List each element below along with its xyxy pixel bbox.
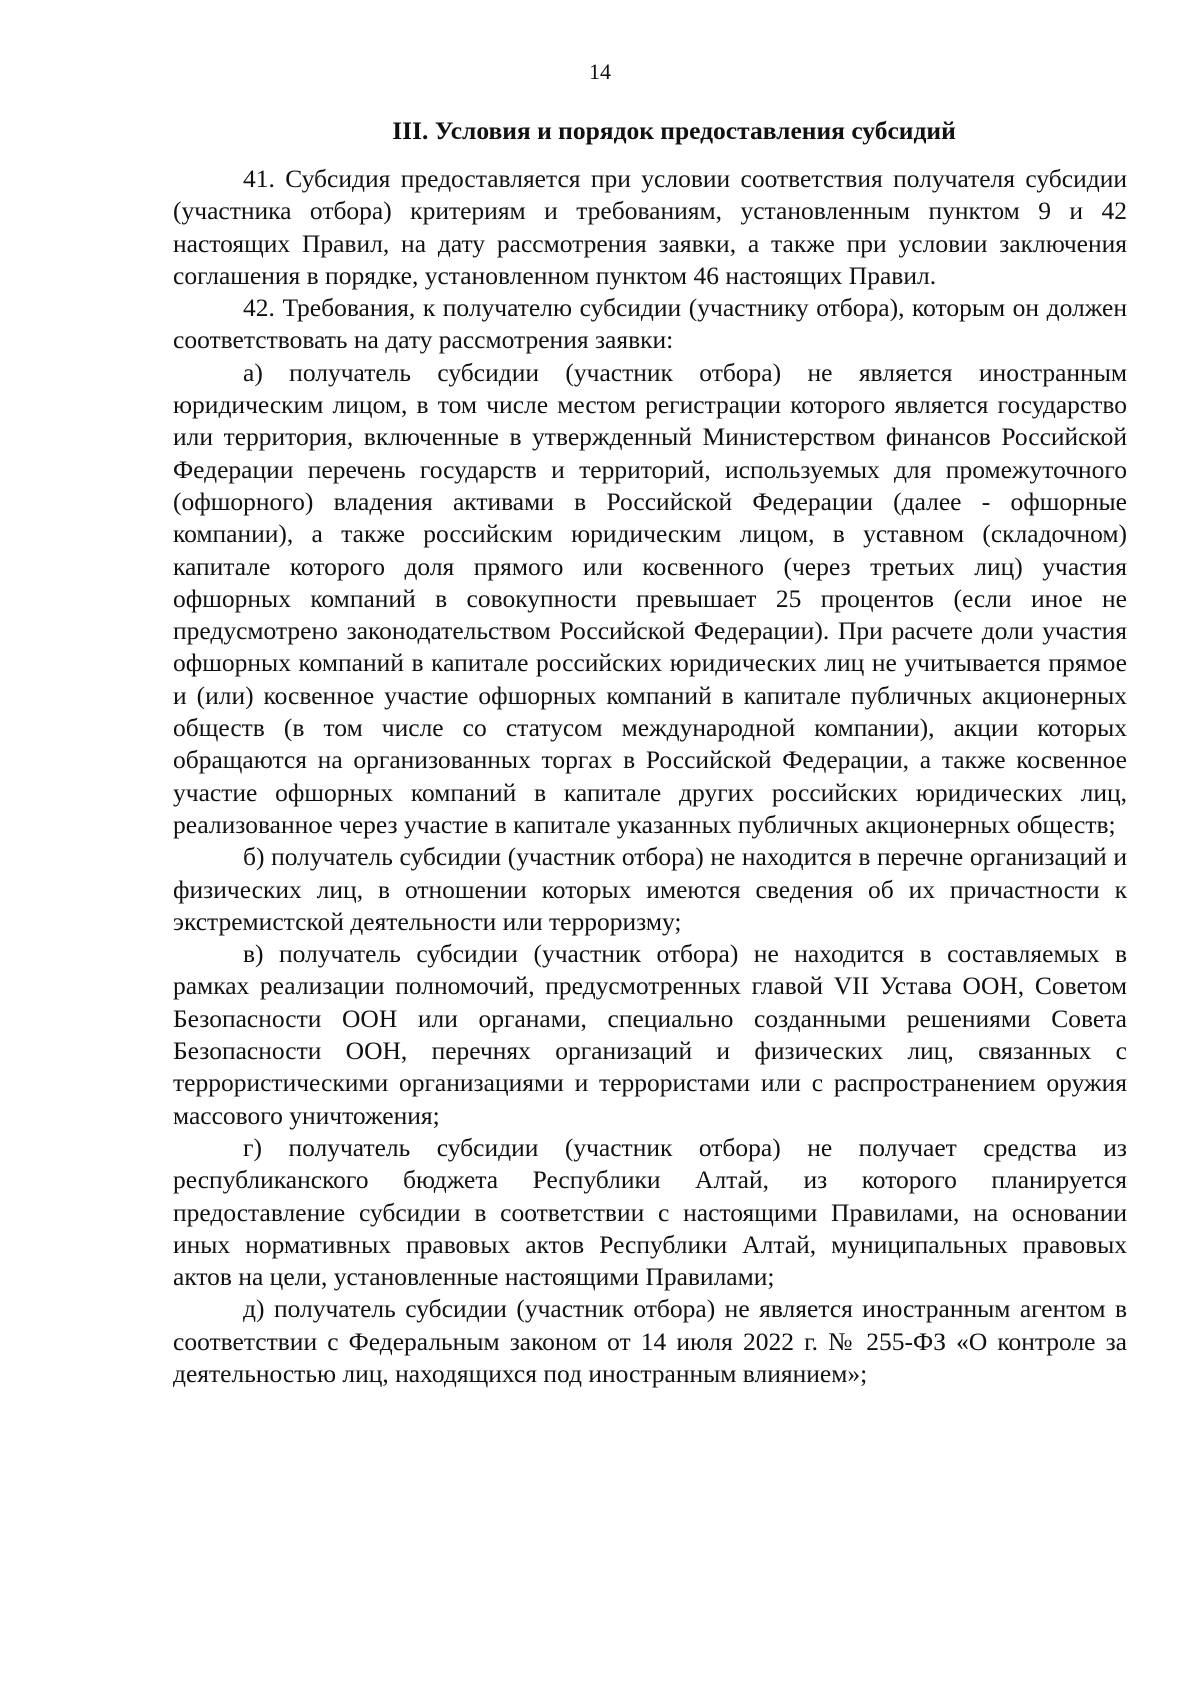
document-body	[173, 163, 1127, 1390]
paragraph-42-d: д) получатель субсидии (участник отбора) не является иностранным агентом в соответствии с Федеральным законом от 14 июля 2022 г. № 255-ФЗ «О контроле за деятельностью лиц, находящихся под иностранным влиянием»;	[173, 1294, 1127, 1388]
section-title: III. Условия и порядок предоставления субсидий	[392, 116, 956, 145]
paragraph-42-g: г) получатель субсидии (участник отбора) не получает средства из республиканского бюджета Республики Алтай, из которого планируется предоставление субсидии в соответствии с настоящими Правилами, на основании иных нормативных правовых актов Республики Алтай, муниципальных правовых актов на цели, установленные настоящими Правилами;	[173, 1132, 1127, 1292]
paragraph-42-b: б) получатель субсидии (участник отбора) не находится в перечне организаций и физических лиц, в отношении которых имеются сведения об их причастности к экстремистской деятельности или терроризму;	[173, 842, 1127, 936]
paragraph-42: 42. Требования, к получателю субсидии (участнику отбора), которым он должен соответствовать на дату рассмотрения заявки:	[173, 293, 1127, 355]
paragraph-42-v: в) получатель субсидии (участник отбора) не находится в составляемых в рамках реализации полномочий, предусмотренных главой VII Устава ООН, Советом Безопасности ООН или органами, специально созданными решениями Совета Безопасности ООН, перечнях организаций и физических лиц, связанных с террористическими организациями и террористами или с распространением оружия массового уничтожения;	[173, 939, 1127, 1130]
paragraph-41: 41. Субсидия предоставляется при условии соответствия получателя субсидии (участника отбора) критериям и требованиям, установленным пунктом 9 и 42 настоящих Правил, на дату рассмотрения заявки, а также при условии заключения соглашения в порядке, установленном пунктом 46 настоящих Правил.	[173, 164, 1127, 290]
page-number: 14	[589, 59, 611, 84]
paragraph-42-a: а) получатель субсидии (участник отбора) не является иностранным юридическим лицом, в том числе местом регистрации которого является государство или территория, включенные в утвержденный Министерством финансов Российской Федерации перечень государств и территорий, используемых для промежуточного (офшорного) владения активами в Российской Федерации (далее - офшорные компании), а также российским юридическим лицом, в уставном (складочном) капитале которого доля прямого или косвенного (через третьих лиц) участия офшорных компаний в совокупности превышает 25 процентов (если иное не предусмотрено законодательством Российской Федерации). При расчете доли участия офшорных компаний в капитале российских юридических лиц не учитывается прямое и (или) косвенное участие офшорных компаний в капитале публичных акционерных обществ (в том числе со статусом международной компании), акции которых обращаются на организованных торгах в Российской Федерации, а также косвенное участие офшорных компаний в капитале других российских юридических лиц, реализованное через участие в капитале указанных публичных акционерных обществ;	[173, 357, 1127, 839]
